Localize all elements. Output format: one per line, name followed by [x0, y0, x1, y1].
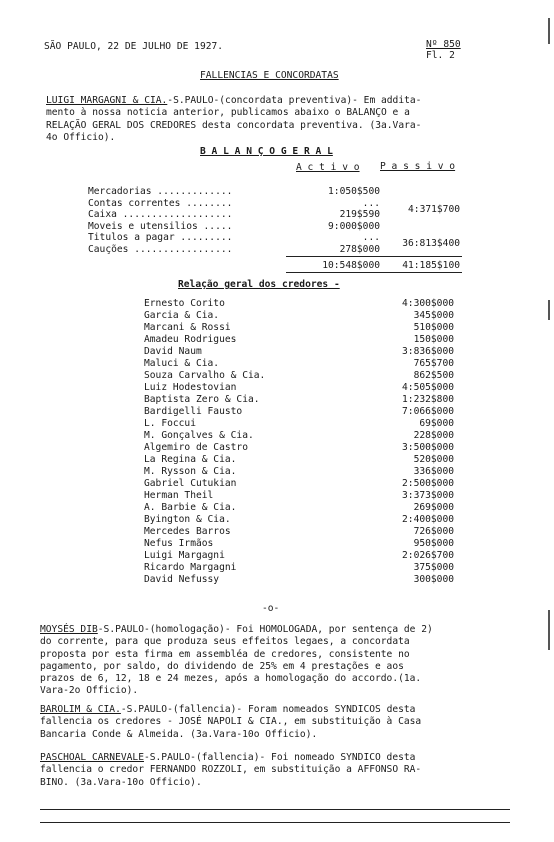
entry-barolim-line: fallencia os credores - JOSÉ NAPOLI & CIA., em substituição à Casa	[40, 716, 422, 728]
creditor-value: 300$000	[413, 574, 454, 585]
creditor-name: A. Barbie & Cia.	[144, 502, 237, 513]
creditor-name: Marcani & Rossi	[144, 322, 231, 333]
creditor-value: 7:066$000	[402, 406, 454, 417]
creditor-name: David Nefussy	[144, 574, 220, 585]
entry-barolim-line: Bancaria Conde & Almeida. (3a.Vara-10o Officio).	[40, 728, 318, 740]
balanco-total-passivo: 41:185$100	[402, 260, 460, 271]
creditor-value: 4:300$000	[402, 298, 454, 309]
creditor-name: Nefus Irmãos	[144, 538, 214, 549]
creditor-value: 4:505$000	[402, 382, 454, 393]
creditor-name: Souza Carvalho & Cia.	[144, 370, 266, 381]
balanco-title: B A L A N Ç O G E R A L	[200, 146, 333, 157]
place-date: SÃO PAULO, 22 DE JULHO DE 1927.	[44, 41, 224, 52]
creditor-value: 3:373$000	[402, 490, 454, 501]
balanco-row-passivo	[386, 209, 460, 221]
creditor-value: 2:500$000	[402, 478, 454, 489]
page-edge-mark	[548, 18, 550, 44]
balanco-row-label: Titulos a pagar .........	[88, 232, 233, 244]
balanco-total-rule	[286, 256, 462, 257]
col-passivo-header: P a s s i v o	[380, 161, 456, 172]
balanco-row-passivo	[386, 221, 460, 233]
creditor-value: 3:836$000	[402, 346, 454, 357]
entry-dib-line: prazos de 6, 12, 18 e 24 mezes, após a homologação do accordo.(1a.	[40, 673, 422, 685]
entry-carnevale	[40, 752, 421, 789]
creditor-value: 269$000	[413, 502, 454, 513]
creditor-name: Mercedes Barros	[144, 526, 231, 537]
document-number: Nº 850	[426, 39, 461, 50]
balanco-row-label: Mercadorias .............	[88, 186, 233, 197]
page-edge-mark	[548, 300, 550, 320]
creditor-name: L. Foccui	[144, 418, 196, 429]
entry-barolim-lead: BAROLIM & CIA.	[40, 704, 121, 715]
creditor-value: 3:500$000	[402, 442, 454, 453]
bottom-rule	[40, 809, 510, 810]
balanco-row-passivo	[386, 244, 460, 256]
balanco-row-activo: ...	[362, 232, 380, 244]
balanco-row-passivo: 36:813$400	[402, 238, 460, 250]
entry-carnevale-line: fallencia o credor FERNANDO ROZZOLI, em substituição a AFFONSO RA-	[40, 764, 422, 776]
creditor-name: David Naum	[144, 346, 202, 357]
creditor-value: 2:400$000	[402, 514, 454, 525]
creditor-name: Algemiro de Castro	[144, 442, 248, 453]
creditor-value: 228$000	[413, 430, 454, 441]
creditor-name: M. Rysson & Cia.	[144, 466, 237, 477]
entry-dib-lead: MOYSÉS DIB	[40, 624, 98, 635]
entry-barolim-line: -S.PAULO-(fallencia)- Foram nomeados SYNDICOS desta	[120, 704, 416, 715]
balanco-row-activo: 219$590	[339, 209, 380, 221]
creditor-value: 765$700	[413, 358, 454, 369]
entry-carnevale-line: -S.PAULO-(fallencia)- Foi nomeado SYNDICO desta	[143, 752, 416, 763]
entry-margagni	[46, 95, 421, 144]
entry-carnevale-line: BINO. (3a.Vara-10o Officio).	[40, 776, 202, 788]
bottom-rule-2	[40, 822, 510, 823]
balanco-row-activo: ...	[362, 197, 380, 209]
entry-dib-line: pagamento, por saldo, do dividendo de 25% em 4 prestações e aos	[40, 660, 404, 672]
creditor-value: 1:232$800	[402, 394, 454, 405]
creditor-value: 336$000	[413, 466, 454, 477]
balanco-total-activo: 10:548$000	[322, 260, 380, 271]
entry-dib-line: proposta por esta firma em assembléa de credores, consistente no	[40, 648, 410, 660]
creditor-value: 950$000	[413, 538, 454, 549]
entry-carnevale-lead: PASCHOAL CARNEVALE	[40, 752, 144, 763]
col-activo-header: A c t i v o	[296, 162, 360, 173]
entry-margagni-line: -S.PAULO-(concordata preventiva)- Em additа-	[167, 95, 422, 106]
entry-barolim	[40, 704, 421, 741]
entry-dib-line: do corrente, para que produza seus effeitos legaes, a concordata	[40, 636, 410, 648]
creditor-value: 510$000	[413, 322, 454, 333]
balanco-row-passivo: 4:371$700	[408, 203, 460, 215]
entry-margagni-line: 4o Officio).	[46, 131, 116, 143]
creditor-name: Garcia & Cia.	[144, 310, 220, 321]
creditor-name: Ricardo Margagni	[144, 562, 237, 573]
balanco-row-activo: 278$000	[339, 244, 380, 255]
relacao-title: Relação geral dos credores -	[178, 279, 340, 290]
page-edge-mark	[548, 610, 550, 650]
creditor-name: La Regina & Cia.	[144, 454, 237, 465]
entry-margagni-line: mento à nossa noticia anterior, publicamos abaixo o BALANÇO e a	[46, 107, 410, 119]
creditor-name: M. Gonçalves & Cia.	[144, 430, 254, 441]
creditor-name: Maluci & Cia.	[144, 358, 220, 369]
balanco-row-label: Contas correntes ........	[88, 197, 233, 209]
creditor-name: Gabriel Cutukian	[144, 478, 237, 489]
entry-dib-line: Vara-2o Officio).	[40, 685, 139, 697]
creditor-value: 150$000	[413, 334, 454, 345]
entry-margagni-lead: LUIGI MARGAGNI & CIA.	[46, 95, 168, 106]
entry-dib-line: -S.PAULO-(homologação)- Foi HOMOLOGADA, por sentença de 2)	[97, 624, 433, 635]
creditor-name: Byington & Cia.	[144, 514, 231, 525]
creditor-name: Amadeu Rodrigues	[144, 334, 237, 345]
creditor-name: Bardigelli Fausto	[144, 406, 243, 417]
balanco-row-label: Cauções .................	[88, 244, 233, 255]
sheet-number: Fl. 2	[426, 50, 455, 61]
creditor-name: Luigi Margagni	[144, 550, 225, 561]
entry-dib	[40, 624, 433, 698]
balanco-row-label: Caixa ...................	[88, 209, 233, 221]
creditor-name: Ernesto Corito	[144, 298, 225, 309]
section-title: FALLENCIAS E CONCORDATAS	[200, 70, 339, 81]
creditor-name: Luiz Hodestovian	[144, 382, 237, 393]
entry-margagni-line: RELAÇÃO GERAL DOS CREDORES desta concordata preventiva. (3a.Vara-	[46, 119, 422, 131]
creditor-value: 862$500	[413, 370, 454, 381]
creditor-name: Herman Theil	[144, 490, 214, 501]
creditor-value: 726$000	[413, 526, 454, 537]
separator: -o-	[262, 603, 280, 614]
creditor-value: 520$000	[413, 454, 454, 465]
balanco-row-activo: 1:050$500	[328, 186, 380, 197]
creditor-value: 375$000	[413, 562, 454, 573]
balanco-row-passivo	[386, 186, 460, 198]
creditor-value: 2:026$700	[402, 550, 454, 561]
creditor-value: 345$000	[413, 310, 454, 321]
balanco-row-label: Moveis e utensilios .....	[88, 220, 233, 232]
creditor-value: 69$000	[419, 418, 454, 429]
creditor-name: Baptista Zero & Cia.	[144, 394, 260, 405]
balanco-row-activo: 9:000$000	[328, 220, 380, 232]
balanco-total-underline	[286, 272, 462, 273]
